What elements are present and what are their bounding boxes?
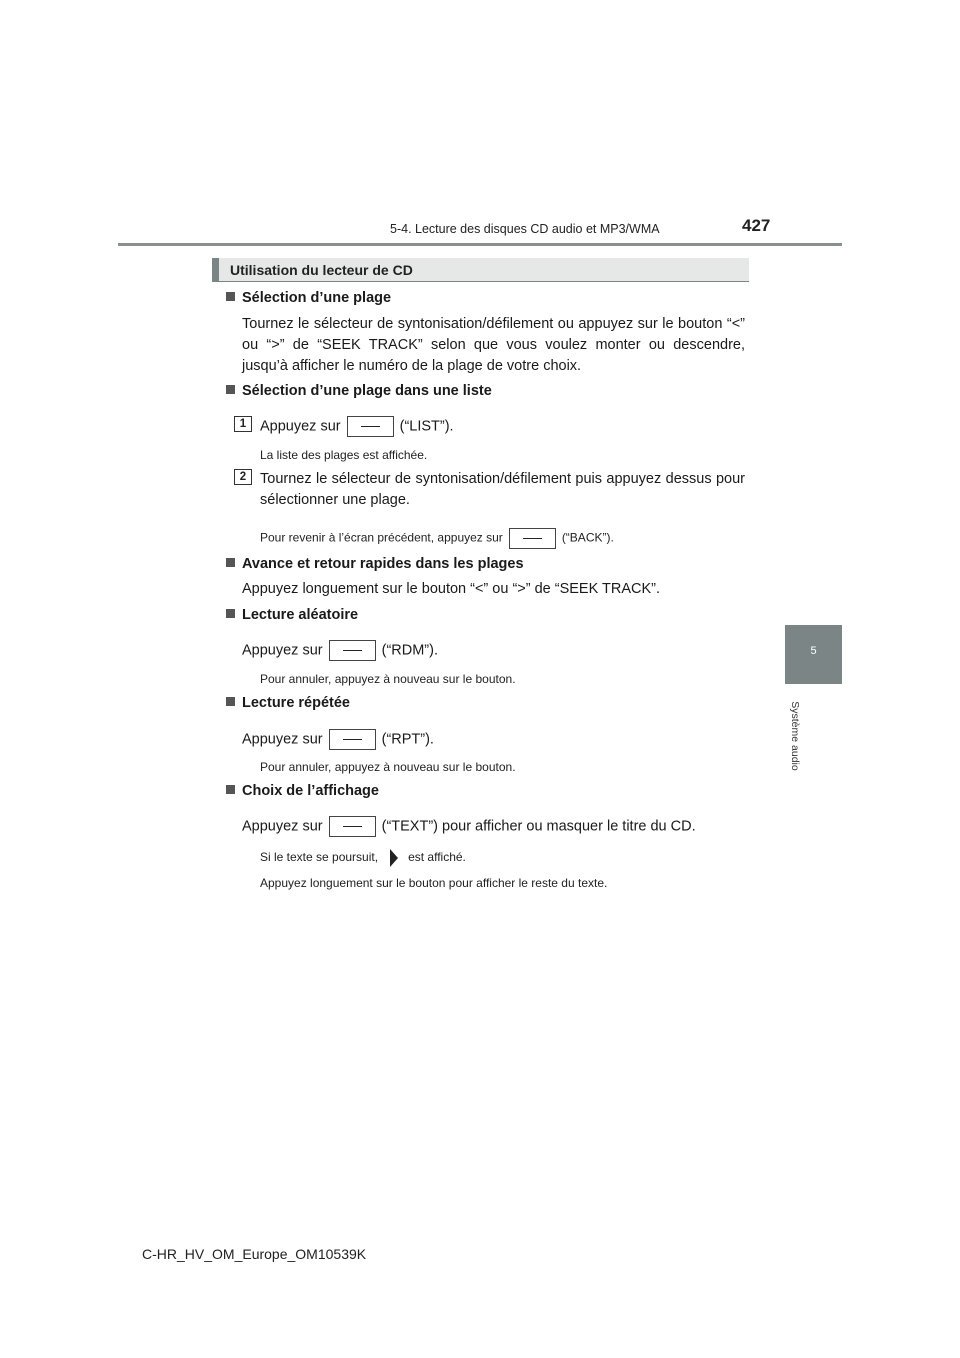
back-button-icon <box>509 528 556 549</box>
bullet-square-icon <box>226 697 235 706</box>
page-number: 427 <box>742 216 771 235</box>
bullet-square-icon <box>226 609 235 618</box>
bullet-square-icon <box>226 785 235 794</box>
display-body: Appuyez sur (“TEXT”) pour afficher ou masquer le titre du CD. <box>242 816 696 837</box>
random-note: Pour annuler, appuyez à nouveau sur le bouton. <box>260 672 516 686</box>
heading-fast-forward: Avance et retour rapides dans les plages <box>226 556 524 572</box>
document-id: C-HR_HV_OM_Europe_OM10539K <box>142 1246 367 1262</box>
arrow-right-icon <box>390 849 398 867</box>
chapter-tab-label: Système audio <box>789 701 801 771</box>
chapter-header: 5-4. Lecture des disques CD audio et MP3/WMA <box>390 222 660 236</box>
step-1-text: Appuyez sur (“LIST”). <box>260 416 454 437</box>
rpt-button-icon <box>329 729 376 750</box>
rdm-button-icon <box>329 640 376 661</box>
heading-repeat: Lecture répétée <box>226 695 350 711</box>
header-rule <box>118 243 842 246</box>
repeat-note: Pour annuler, appuyez à nouveau sur le bouton. <box>260 760 516 774</box>
step-1-badge: 1 <box>234 416 252 432</box>
text-button-icon <box>329 816 376 837</box>
step-2-text: Tournez le sélecteur de syntonisation/défilement puis appuyez dessus pour sélectionner une plage. <box>260 471 745 508</box>
bullet-square-icon <box>226 292 235 301</box>
random-body: Appuyez sur (“RDM”). <box>242 640 438 661</box>
repeat-body: Appuyez sur (“RPT”). <box>242 729 434 750</box>
step-2-badge: 2 <box>234 469 252 485</box>
bullet-square-icon <box>226 558 235 567</box>
heading-display: Choix de l’affichage <box>226 783 379 799</box>
chapter-tab-number: 5 <box>810 645 817 657</box>
section-header <box>212 258 749 282</box>
display-note-1: Si le texte se poursuit, est affiché. <box>260 849 466 867</box>
heading-track-select: Sélection d’une plage <box>226 290 391 306</box>
section-title: Utilisation du lecteur de CD <box>230 262 413 278</box>
bullet-square-icon <box>226 385 235 394</box>
track-select-body: Tournez le sélecteur de syntonisation/défilement ou appuyez sur le bouton “<” ou “>” de “SEEK TRACK” selon que vous voulez monter ou descendre, jusqu’à afficher le numéro de la plage de votre choix. <box>242 316 745 374</box>
step-2-note: Pour revenir à l’écran précédent, appuyez sur (“BACK”). <box>260 528 614 549</box>
fast-forward-body: Appuyez longuement sur le bouton “<” ou “>” de “SEEK TRACK”. <box>242 581 661 597</box>
display-note-2: Appuyez longuement sur le bouton pour afficher le reste du texte. <box>260 876 608 890</box>
step-1-note: La liste des plages est affichée. <box>260 448 428 462</box>
heading-random: Lecture aléatoire <box>226 607 358 623</box>
list-button-icon <box>347 416 394 437</box>
heading-list-select: Sélection d’une plage dans une liste <box>226 383 492 399</box>
